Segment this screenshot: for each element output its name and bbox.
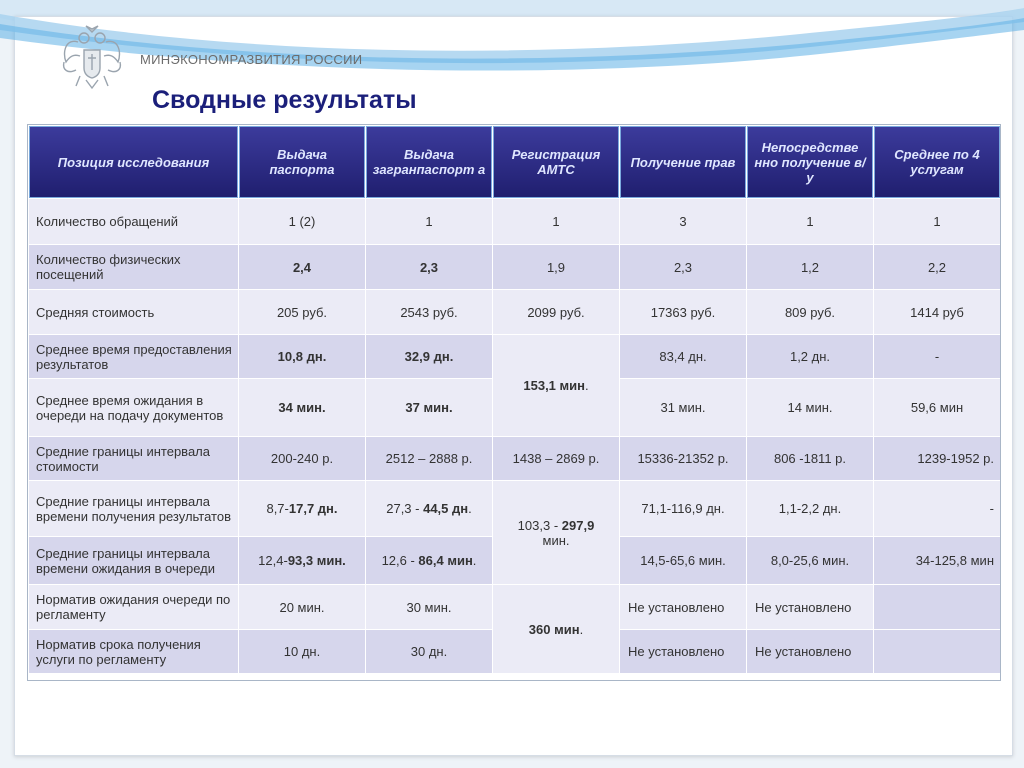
table-cell: [239, 481, 366, 537]
empty-cell: [874, 630, 1001, 674]
cell-suffix: .: [579, 621, 584, 637]
column-header: Среднее по 4 услугам: [874, 126, 1001, 199]
row-label: Среднее время предоставления результатов: [29, 335, 239, 379]
cell-value: 153,1 мин: [523, 378, 585, 393]
column-header: Получение прав: [620, 126, 747, 199]
ministry-name: МИНЭКОНОМРАЗВИТИЯ РОССИИ: [140, 52, 363, 67]
table-cell: 2099 руб.: [493, 290, 620, 335]
table-cell: 2,2: [874, 245, 1001, 290]
table-cell: 2512 – 2888 р.: [366, 437, 493, 481]
merged-cell: [493, 335, 620, 437]
table-cell: 1: [747, 199, 874, 245]
cell-value-bold: 297,9: [561, 517, 595, 533]
row-label: Среднее время ожидания в очереди на подачу документов: [29, 379, 239, 437]
table-cell: 806 -1811 р.: [747, 437, 874, 481]
table-cell: 1: [493, 199, 620, 245]
table-cell: 205 руб.: [239, 290, 366, 335]
table-cell: Не установлено: [747, 630, 874, 674]
table-cell: 1,2 дн.: [747, 335, 874, 379]
column-header: Непосредстве нно получение в/у: [747, 126, 874, 199]
results-table: [28, 125, 1001, 674]
merged-cell: [493, 585, 620, 674]
row-label: Средняя стоимость: [29, 290, 239, 335]
cell-value: 12,6 -: [381, 553, 419, 568]
table-row: [29, 290, 1001, 335]
merged-cell: [493, 481, 620, 585]
table-cell: -: [874, 335, 1001, 379]
row-label: Количество физических посещений: [29, 245, 239, 290]
column-header: Регистрация АМТС: [493, 126, 620, 199]
cell-value-bold: 360 мин: [528, 621, 580, 637]
row-label: Норматив ожидания очереди по регламенту: [29, 585, 239, 630]
table-cell: 71,1-116,9 дн.: [620, 481, 747, 537]
table-row: [29, 481, 1001, 537]
table-cell: 20 мин.: [239, 585, 366, 630]
table-cell: 10,8 дн.: [239, 335, 366, 379]
row-label: Средние границы интервала стоимости: [29, 437, 239, 481]
table-cell: 83,4 дн.: [620, 335, 747, 379]
table-cell: 59,6 мин: [874, 379, 1001, 437]
table-cell: -: [874, 481, 1001, 537]
table-cell: 1239-1952 р.: [874, 437, 1001, 481]
column-header: Выдача паспорта: [239, 126, 366, 199]
row-label: Средние границы интервала времени ожидания в очереди: [29, 537, 239, 585]
cell-value: 12,4-: [258, 553, 288, 568]
cell-suffix: .: [468, 501, 472, 516]
table-row: [29, 335, 1001, 379]
row-label: Средние границы интервала времени получения результатов: [29, 481, 239, 537]
table-cell: Не установлено: [620, 630, 747, 674]
table-cell: 1,9: [493, 245, 620, 290]
table-cell: 31 мин.: [620, 379, 747, 437]
table-row: [29, 437, 1001, 481]
coat-of-arms-icon: [56, 22, 128, 94]
column-header: Позиция исследования: [29, 126, 239, 199]
table-cell: 14,5-65,6 мин.: [620, 537, 747, 585]
table-cell: 1: [366, 199, 493, 245]
cell-value-bold: 86,4 мин: [418, 553, 473, 568]
table-cell: 809 руб.: [747, 290, 874, 335]
table-cell: 2,3: [366, 245, 493, 290]
table-cell: 37 мин.: [366, 379, 493, 437]
cell-value-bold: 17,7 дн.: [288, 501, 338, 516]
cell-value-bold: 93,3 мин.: [287, 553, 346, 568]
cell-value-bold: 44,5 дн: [423, 501, 469, 516]
row-label: Количество обращений: [29, 199, 239, 245]
table-cell: 30 мин.: [366, 585, 493, 630]
table-cell: 17363 руб.: [620, 290, 747, 335]
page-title: Сводные результаты: [152, 86, 417, 114]
table-cell: 1,1-2,2 дн.: [747, 481, 874, 537]
cell-value: 103,3 -: [517, 517, 562, 533]
row-label: Норматив срока получения услуги по регламенту: [29, 630, 239, 674]
table-cell: 10 дн.: [239, 630, 366, 674]
table-cell: 1 (2): [239, 199, 366, 245]
table-cell: [239, 537, 366, 585]
table-row: [29, 199, 1001, 245]
table-cell: 1: [874, 199, 1001, 245]
table-cell: 30 дн.: [366, 630, 493, 674]
table-cell: 15336-21352 р.: [620, 437, 747, 481]
table-cell: 2,3: [620, 245, 747, 290]
cell-suffix: .: [584, 378, 589, 393]
cell-value: 8,7-: [266, 501, 289, 516]
table-cell: 2,4: [239, 245, 366, 290]
table-cell: Не установлено: [620, 585, 747, 630]
table-cell: [366, 481, 493, 537]
cell-suffix: .: [472, 553, 477, 568]
cell-value: 27,3 -: [386, 501, 424, 516]
table-cell: 3: [620, 199, 747, 245]
empty-cell: [874, 585, 1001, 630]
column-header: Выдача загранпаспорт а: [366, 126, 493, 199]
table-cell: 14 мин.: [747, 379, 874, 437]
table-cell: 8,0-25,6 мин.: [747, 537, 874, 585]
table-cell: 1414 руб: [874, 290, 1001, 335]
table-cell: 34 мин.: [239, 379, 366, 437]
table-cell: 200-240 р.: [239, 437, 366, 481]
table-cell: Не установлено: [747, 585, 874, 630]
table-cell: 1,2: [747, 245, 874, 290]
table-cell: 34-125,8 мин: [874, 537, 1001, 585]
table-cell: 32,9 дн.: [366, 335, 493, 379]
table-header-row: [29, 126, 1001, 199]
table-row: [29, 245, 1001, 290]
table-cell: 2543 руб.: [366, 290, 493, 335]
table-row: [29, 585, 1001, 630]
table-cell: [366, 537, 493, 585]
cell-suffix: мин.: [542, 532, 570, 548]
header-wave: [0, 0, 1024, 80]
table-cell: 1438 – 2869 р.: [493, 437, 620, 481]
